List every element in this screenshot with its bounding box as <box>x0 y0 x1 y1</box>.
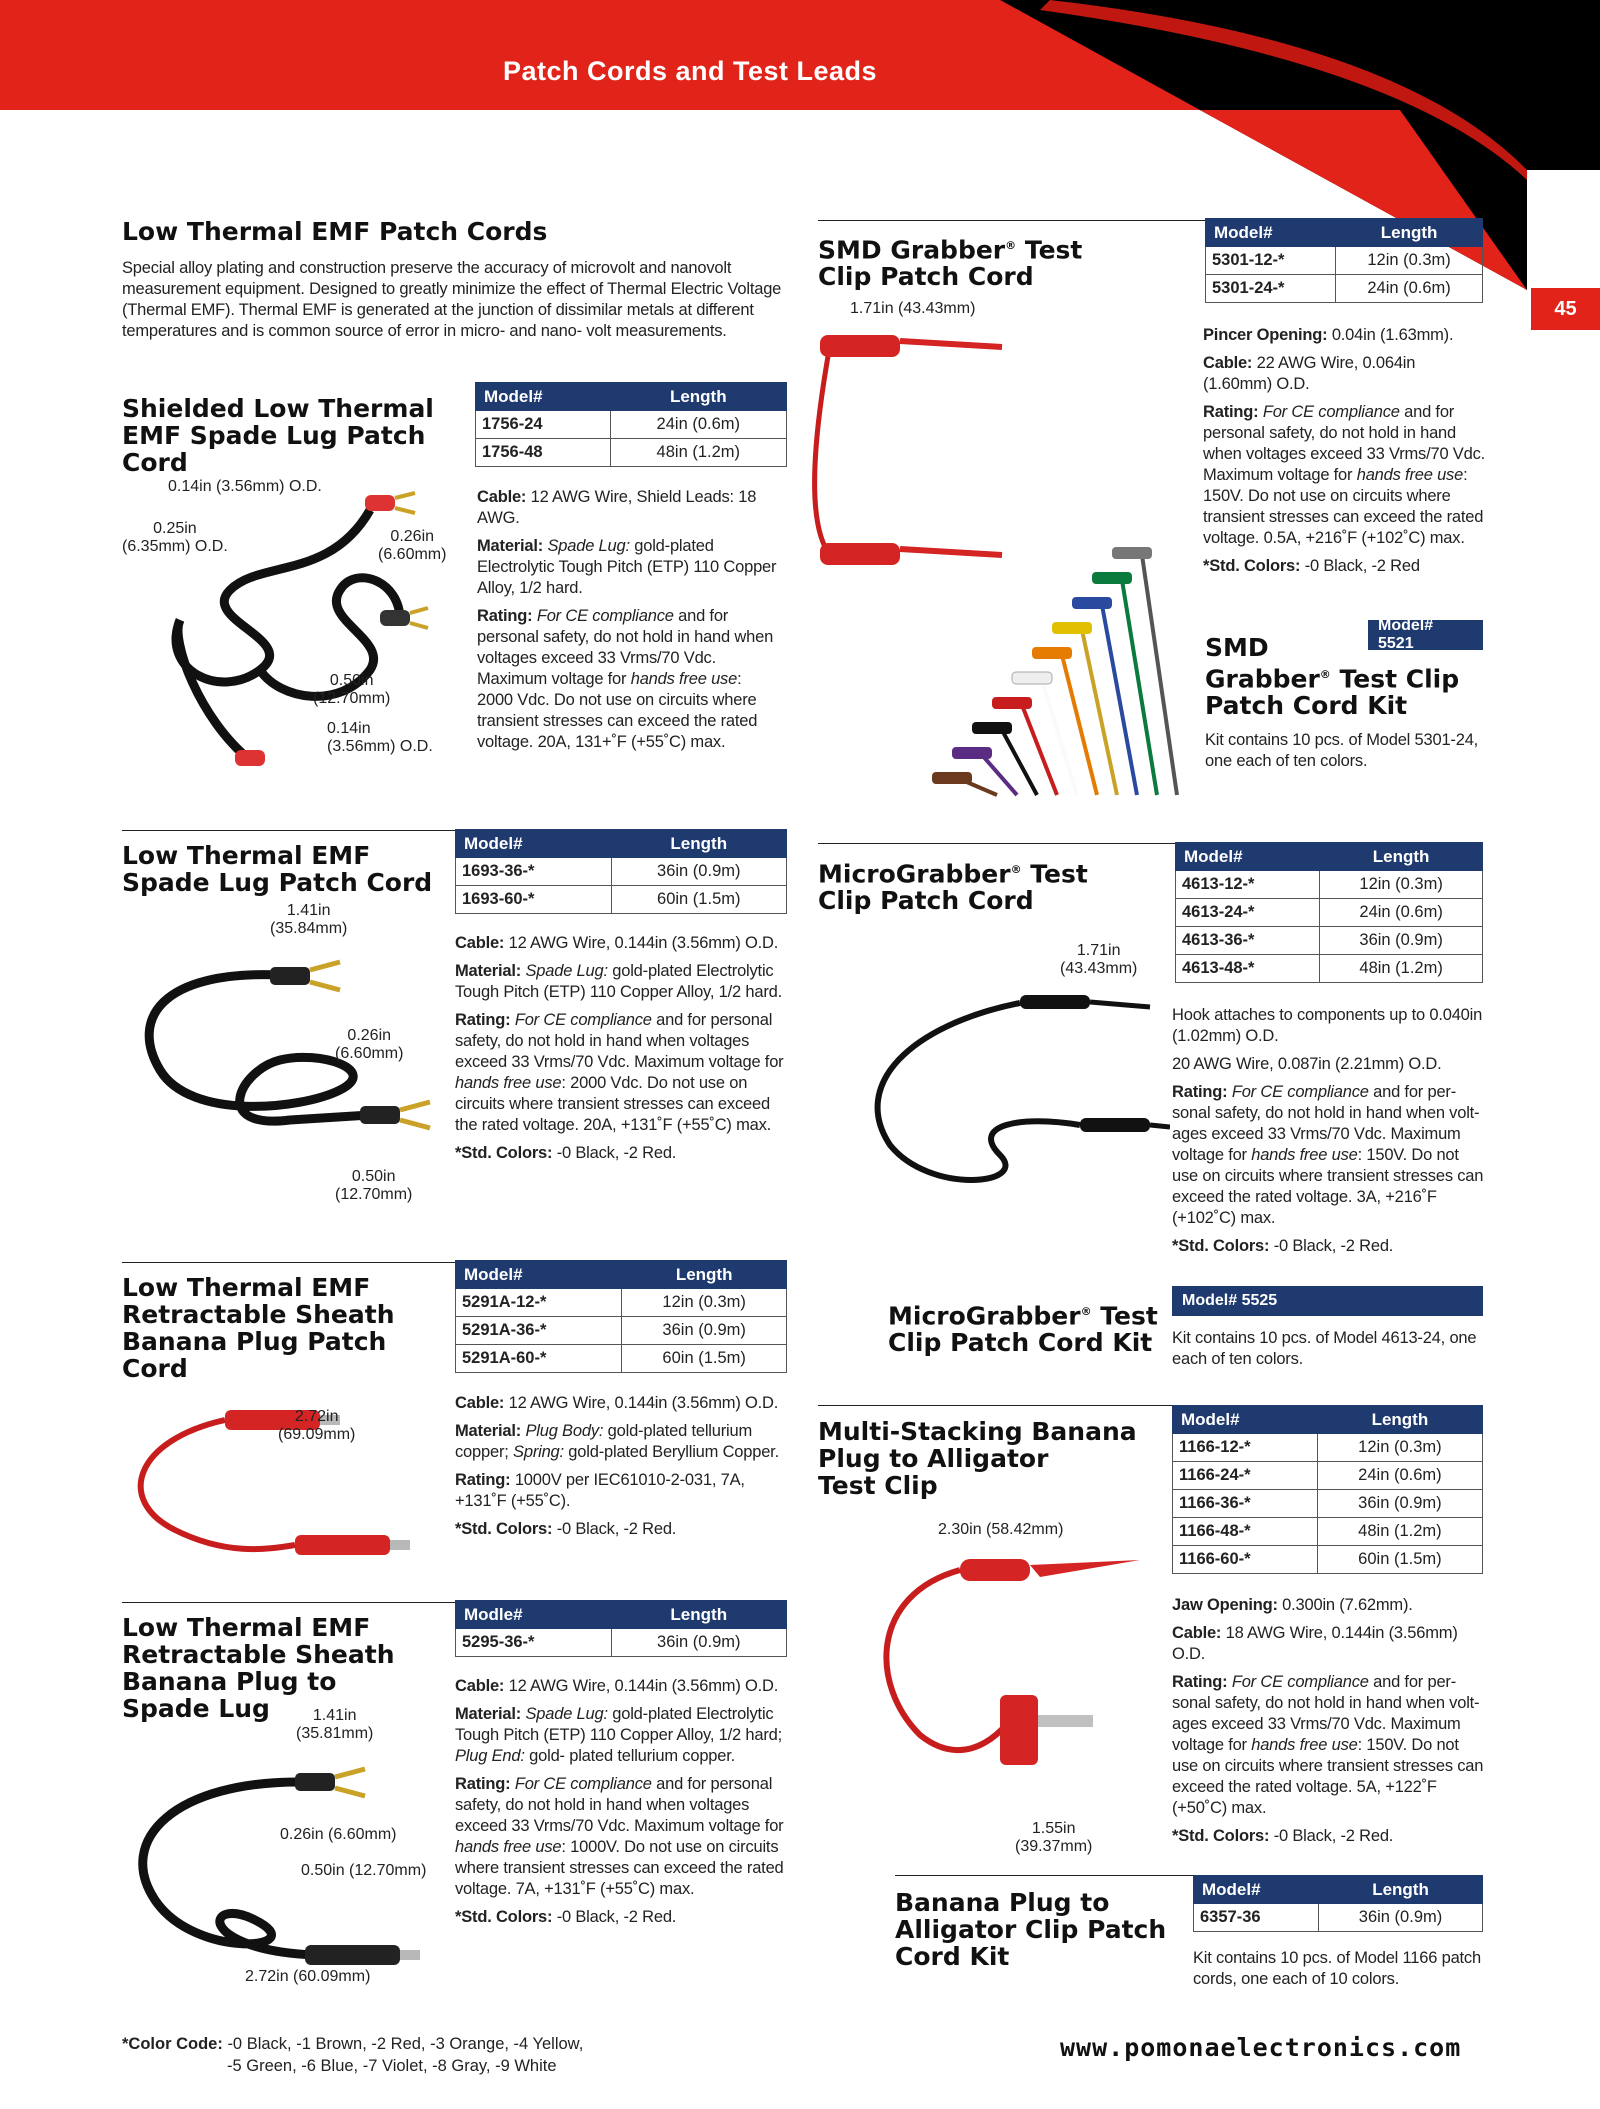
table-row: 1166-12-* 12in (0.3m) <box>1173 1434 1483 1462</box>
p3-dim-1: 2.72in (69.09mm) <box>278 1408 356 1443</box>
p2-dim-2: 0.26in (6.60mm) <box>335 1027 404 1062</box>
p4-title: Low Thermal EMF Retractable Sheath Banana Plug to Spade Lug <box>122 1613 395 1723</box>
p3-product-image <box>115 1380 435 1570</box>
p5-model-table: Model# Length 5301-12-* 12in (0.3m) 5301-24-* 24in (0.6m) <box>1205 218 1483 303</box>
table-row: 5291A-36-* 36in (0.9m) <box>456 1317 787 1345</box>
table-row: 5295-36-* 36in (0.9m) <box>456 1629 787 1657</box>
p4-specs: Cable: 12 AWG Wire, 0.144in (3.56mm) O.D. Material: Spade Lug: gold-plated Electrolytic Tough Pitch (ETP) 110 Copper Alloy, 1/2 hard; Plug End: gold- plated tellurium copper. Rating: For CE compliance and for personal safety, do not hold in hand when voltages exceed 33 Vrms/70 Vdc. Maximum voltage for hands free use: 1000V. Do not use on circuits where transient stresses can exceed the rated voltage. 7A, +131˚F (+55˚C) max. *Std. Colors: -0 Black, -2 Red. <box>455 1677 784 1926</box>
table-row: 1166-36-* 36in (0.9m) <box>1173 1490 1483 1518</box>
divider <box>895 1875 1195 1876</box>
p7-title: Multi-Stacking Banana Plug to Alligator Test Clip <box>818 1417 1137 1500</box>
p5-title: SMD Grabber® Test Clip Patch Cord <box>818 235 1083 292</box>
p7-dim-1: 2.30in (58.42mm) <box>938 1521 1064 1538</box>
intro-text: Special alloy plating and construction preserve the accuracy of microvolt and nanovolt measurement equipment. Designed to greatly minimize the effect of Thermal Electric Voltage (Thermal EMF). Thermal EMF is generated at the junction of dissimilar metals at different temperatures and is common source of error in micro- and nano- volt measurements. <box>122 259 782 340</box>
p1-dim-1: 0.14in (3.56mm) O.D. <box>168 478 322 495</box>
p4-dim-2: 0.26in (6.60mm) <box>280 1826 397 1843</box>
footer-url-link[interactable]: www.pomonaelectronics.com <box>1060 2033 1462 2062</box>
table-row: 1166-24-* 24in (0.6m) <box>1173 1462 1483 1490</box>
table-row: 1756-24 24in (0.6m) <box>476 411 787 439</box>
p3-title: Low Thermal EMF Retractable Sheath Banana Plug Patch Cord <box>122 1273 395 1383</box>
p6-dim-1: 1.71in (43.43mm) <box>1060 942 1138 977</box>
table-row: 1166-48-* 48in (1.2m) <box>1173 1518 1483 1546</box>
p2-dim-1: 1.41in (35.84mm) <box>270 902 348 937</box>
table-row: 4613-48-* 48in (1.2m) <box>1176 955 1483 983</box>
color-code-legend: *Color Code: -0 Black, -1 Brown, -2 Red, -3 Orange, -4 Yellow, -5 Green, -6 Blue, -7 Violet, -8 Gray, -9 White <box>122 2035 584 2075</box>
p5-specs: Pincer Opening: 0.04in (1.63mm). Cable: 22 AWG Wire, 0.064in (1.60mm) O.D. Rating: For CE compliance and for personal safety, do not hold in hand when voltages exceed 33 Vrms/70 Vdc. Maximum voltage for hands free use: 150V. Do not use on circuits where transient stresses can exceed the rated voltage. 0.5A, +216˚F (+102˚C) max. *Std. Colors: -0 Black, -2 Red <box>1203 326 1486 575</box>
p7-product-image <box>860 1545 1160 1815</box>
p6-specs: Hook attaches to components up to 0.040in (1.02mm) O.D. 20 AWG Wire, 0.087in (2.21mm) O.D. Rating: For CE compliance and for per- sonal safety, do not hold in hand when volt- ages exceed 33 Vrms/70 Vdc. Maximum voltage for hands free use: 150V. Do not use on circuits where transient stresses can exceed the rated voltage. 3A, +216˚F (+102˚C) max. *Std. Colors: -0 Black, -2 Red. <box>1172 1006 1484 1255</box>
p5-dim-1: 1.71in (43.43mm) <box>850 300 976 317</box>
k2-title: MicroGrabber® Test Clip Patch Cord Kit <box>888 1301 1158 1358</box>
p1-dim-2: 0.25in (6.35mm) O.D. <box>122 520 228 555</box>
p7-model-table: Model# Length 1166-12-* 12in (0.3m) 1166-24-* 24in (0.6m) 1166-36-* 36in (0.9m) 1166-48-* 48in (1.2m) 1166-60-* 60in (1.5m) <box>1172 1405 1483 1574</box>
p4-model-table: Modle# Length 5295-36-* 36in (0.9m) <box>455 1600 787 1657</box>
k1-text: Kit contains 10 pcs. of Model 5301-24, one each of ten colors. <box>1205 731 1479 770</box>
table-row: 5301-24-* 24in (0.6m) <box>1206 275 1483 303</box>
table-row: 1693-36-* 36in (0.9m) <box>456 858 787 886</box>
page-number: 45 <box>1531 288 1600 330</box>
table-row: 1166-60-* 60in (1.5m) <box>1173 1546 1483 1574</box>
p3-specs: Cable: 12 AWG Wire, 0.144in (3.56mm) O.D. Material: Plug Body: gold-plated tellurium copper; Spring: gold-plated Beryllium Copper. Rating: 1000V per IEC61010-2-031, 7A, +131˚F (+55˚C). *Std. Colors: -0 Black, -2 Red. <box>455 1394 779 1538</box>
p1-specs: Cable: 12 AWG Wire, Shield Leads: 18 AWG. Material: Spade Lug: gold-plated Electrolytic Tough Pitch (ETP) 110 Copper Alloy, 1/2 hard. Rating: For CE compliance and for personal safety, do not hold in hand when voltages exceed 33 Vrms/70 Vdc. Maximum voltage for hands free use: 2000 Vdc. Do not use on circuits where transient stresses can exceed the rated voltage. 20A, 131+˚F (+55˚C) max. <box>477 488 777 751</box>
p7-dim-2: 1.55in (39.37mm) <box>1015 1820 1093 1855</box>
p5-product-image <box>812 325 1202 825</box>
table-row: 1756-48 48in (1.2m) <box>476 439 787 467</box>
p4-dim-1: 1.41in (35.81mm) <box>296 1707 374 1742</box>
p4-dim-4: 2.72in (60.09mm) <box>245 1968 371 1985</box>
table-row: 1693-60-* 60in (1.5m) <box>456 886 787 914</box>
p2-title: Low Thermal EMF Spade Lug Patch Cord <box>122 841 433 897</box>
k3-title: Banana Plug to Alligator Clip Patch Cord Kit <box>895 1888 1167 1971</box>
k2-model-badge: Model# 5525 <box>1172 1286 1483 1316</box>
p4-dim-3: 0.50in (12.70mm) <box>301 1862 427 1879</box>
p2-model-table: Model# Length 1693-36-* 36in (0.9m) 1693-60-* 60in (1.5m) <box>455 829 787 914</box>
p6-title: MicroGrabber® Test Clip Patch Cord <box>818 859 1088 916</box>
k1-model-badge: Model# 5521 <box>1368 620 1483 650</box>
p3-model-table: Model# Length 5291A-12-* 12in (0.3m) 5291A-36-* 36in (0.9m) 5291A-60-* 60in (1.5m) <box>455 1260 787 1373</box>
table-row: 4613-12-* 12in (0.3m) <box>1176 871 1483 899</box>
p6-model-table: Model# Length 4613-12-* 12in (0.3m) 4613-24-* 24in (0.6m) 4613-36-* 36in (0.9m) 4613-48-* 48in (1.2m) <box>1175 842 1483 983</box>
table-row: 5291A-60-* 60in (1.5m) <box>456 1345 787 1373</box>
p6-product-image <box>850 985 1170 1215</box>
p7-specs: Jaw Opening: 0.300in (7.62mm). Cable: 18 AWG Wire, 0.144in (3.56mm) O.D. Rating: For CE compliance and for per- sonal safety, do not hold in hand when volt- ages exceed 33 Vrms/70 Vdc. Maximum voltage for hands free use: 150V. Do not use on circuits where transient stresses can exceed the rated voltage. 5A, +122˚F (+50˚C) max. *Std. Colors: -0 Black, -2 Red. <box>1172 1596 1484 1845</box>
k3-model-table: Model# Length 6357-36 36in (0.9m) <box>1193 1875 1483 1932</box>
table-row: 4613-36-* 36in (0.9m) <box>1176 927 1483 955</box>
k2-text: Kit contains 10 pcs. of Model 4613-24, one each of ten colors. <box>1172 1329 1477 1368</box>
table-row: 5301-12-* 12in (0.3m) <box>1206 247 1483 275</box>
k1-title: SMD Grabber® Test Clip Patch Cord Kit <box>1205 633 1460 721</box>
p2-specs: Cable: 12 AWG Wire, 0.144in (3.56mm) O.D. Material: Spade Lug: gold-plated Electrolytic Tough Pitch (ETP) 110 Copper Alloy, 1/2 hard. Rating: For CE compliance and for personal safety, do not hold in hand when voltages exceed 33 Vrms/70 Vdc. Maximum voltage for hands free use: 2000 Vdc. Do not use on circuits where transient stresses can exceed the rated voltage. 20A, +131˚F (+55˚C) max. *Std. Colors: -0 Black, -2 Red. <box>455 934 784 1162</box>
p1-dim-3: 0.26in (6.60mm) <box>378 528 447 563</box>
p2-dim-3: 0.50in (12.70mm) <box>335 1168 413 1203</box>
p1-dim-4: 0.50in (12.70mm) <box>313 672 391 707</box>
table-row: 4613-24-* 24in (0.6m) <box>1176 899 1483 927</box>
p1-dim-5: 0.14in (3.56mm) O.D. <box>327 720 433 755</box>
table-row: 5291A-12-* 12in (0.3m) <box>456 1289 787 1317</box>
p1-model-table: Model# Length 1756-24 24in (0.6m) 1756-48 48in (1.2m) <box>475 382 787 467</box>
header-title: Patch Cords and Test Leads <box>502 56 878 86</box>
k3-text: Kit contains 10 pcs. of Model 1166 patch cords, one each of 10 colors. <box>1193 1949 1481 1988</box>
p1-title: Shielded Low Thermal EMF Spade Lug Patch Cord <box>122 394 434 477</box>
table-row: 6357-36 36in (0.9m) <box>1194 1904 1483 1932</box>
intro-title: Low Thermal EMF Patch Cords <box>122 217 548 246</box>
